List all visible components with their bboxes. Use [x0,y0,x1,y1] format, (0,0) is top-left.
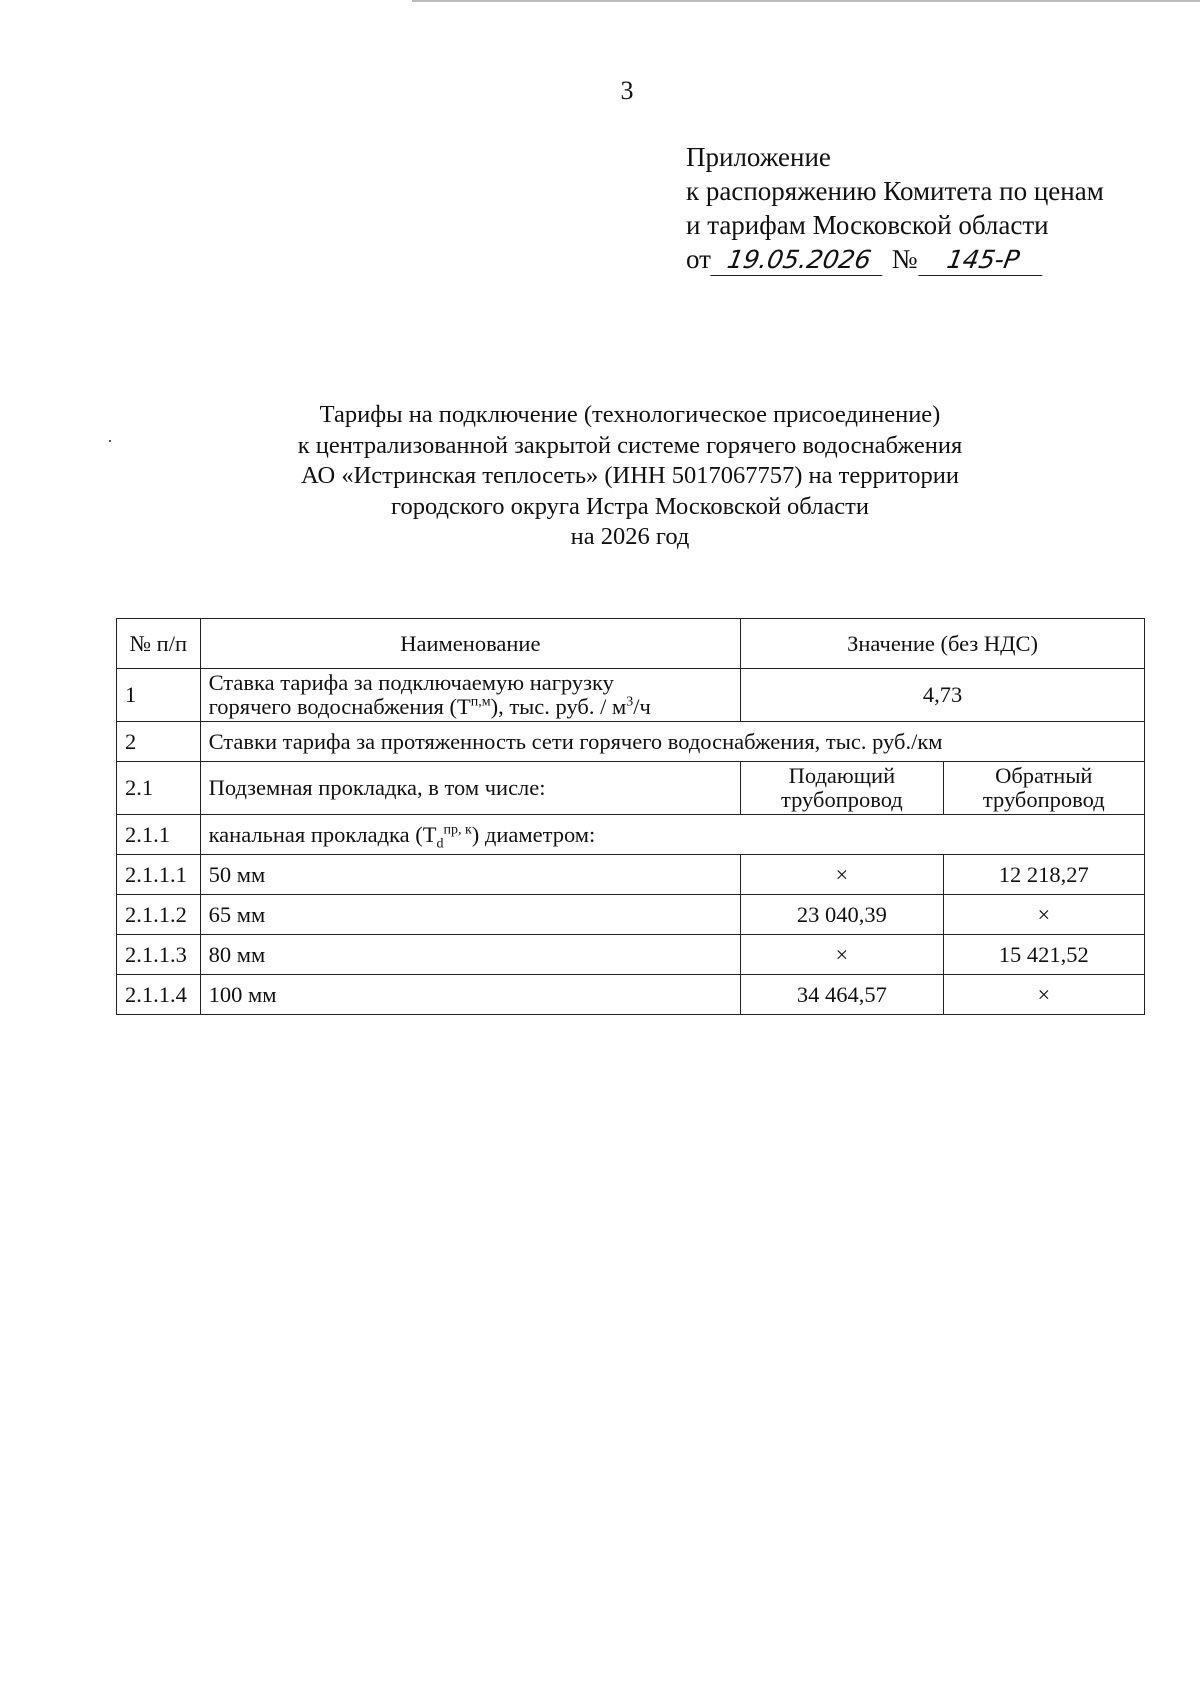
row-num-cell: 2.1.1.1 [117,855,201,895]
row-name-cell: 80 мм [200,935,741,975]
title-line-1: Тарифы на подключение (технологическое присоединение) [319,401,941,428]
table-row-2 [117,722,1145,762]
return-value-cell: × [943,895,1144,935]
row-name-unit: ), тыс. руб. / м [490,694,627,719]
row-name-cell [200,815,1144,855]
supply-pipeline-header [741,762,943,815]
row-num-cell: 2.1 [117,762,201,815]
supply-value-cell: × [741,855,943,895]
date-prefix: от [686,244,711,274]
row-num-cell: 2.1.1 [117,815,201,855]
supply-value-cell: 34 464,57 [741,975,943,1015]
return-value-cell: 12 218,27 [943,855,1144,895]
handwritten-date: 19.05.2026 [710,245,887,276]
header-num-cell: № п/п [117,619,201,669]
table-row [117,975,1145,1015]
number-prefix: № [891,244,918,274]
title-line-5: на 2026 год [570,523,690,550]
title-line-3: АО «Истринская теплосеть» (ИНН 5017067757) на территории [301,462,959,489]
document-title [230,400,1030,553]
title-line-4: городского округа Истра Московской области [391,492,869,520]
row-num-cell: 1 [117,669,201,722]
row-name-cell [200,669,741,722]
return-header-line-1: Обратный [995,763,1093,788]
appendix-block [686,140,1104,276]
row-name-cell: 100 мм [200,975,741,1015]
table-header-row [117,619,1145,669]
row-name-text: горячего водоснабжения (Т [208,694,471,719]
row-name-cell: 50 мм [200,855,741,895]
row-name-superscript: п,м [470,694,491,710]
table-row-1 [117,669,1145,722]
row-num-cell: 2.1.1.2 [117,895,201,935]
table-row [117,855,1145,895]
return-value-cell: 15 421,52 [943,935,1144,975]
return-header-line-2: трубопровод [982,787,1105,812]
table-row [117,895,1145,935]
row-name-cell: 65 мм [200,895,741,935]
row-name-subscript: d [436,836,444,851]
table-row-2-1 [117,762,1145,815]
page-number: 3 [620,76,634,105]
appendix-reference-line: к распоряжению Комитета по ценам [686,176,1104,206]
appendix-date-number-line [686,242,1104,276]
row-name-line-1: Ставка тарифа за подключаемую нагрузку [208,670,614,695]
row-name-superscript: пр, к [443,822,472,837]
header-name-cell: Наименование [200,619,741,669]
supply-value-cell: × [741,935,943,975]
row-name-cell: Ставки тарифа за протяженность сети горячего водоснабжения, тыс. руб./км [200,722,1144,762]
row-name-text: канальная прокладка (T [208,821,437,847]
row-name-unit-power: 3 [626,694,634,710]
header-value-cell: Значение (без НДС) [741,619,1145,669]
return-pipeline-header [943,762,1144,815]
appendix-authority-line: и тарифам Московской области [686,210,1049,240]
tariff-table [116,618,1145,1015]
handwritten-number: 145-Р [919,245,1048,276]
top-border-rule [412,0,1200,2]
supply-header-line-2: трубопровод [780,787,903,812]
scan-speck [109,440,111,442]
row-name-line-2 [209,695,733,719]
row-name-tail: ) диаметром: [471,821,596,847]
row-num-cell: 2 [117,722,201,762]
appendix-heading: Приложение [686,142,831,172]
row-value-cell: 4,73 [741,669,1145,722]
supply-value-cell: 23 040,39 [741,895,943,935]
row-num-cell: 2.1.1.4 [117,975,201,1015]
row-num-cell: 2.1.1.3 [117,935,201,975]
row-name-cell: Подземная прокладка, в том числе: [200,762,741,815]
supply-header-line-1: Подающий [788,763,896,788]
table-row-2-1-1 [117,815,1145,855]
table-row [117,935,1145,975]
title-line-2: к централизованной закрытой системе горячего водоснабжения [297,431,963,459]
row-name-unit-end: /ч [633,694,651,719]
return-value-cell: × [943,975,1144,1015]
